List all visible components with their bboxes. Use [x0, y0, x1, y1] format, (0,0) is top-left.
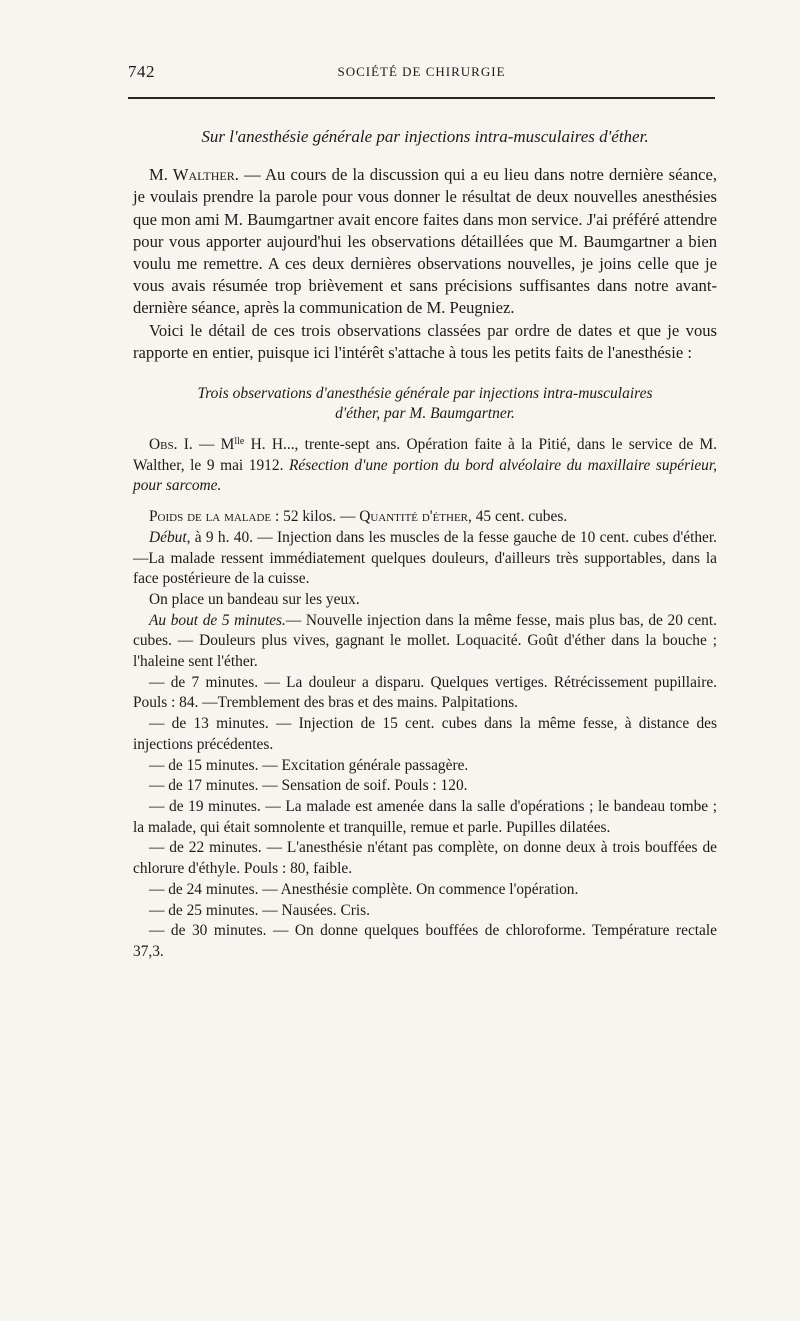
obs-mlle: — M — [192, 436, 235, 454]
minute-15: — de 15 minutes. — Excitation générale passagère. — [149, 756, 469, 774]
obs-text: H. H..., trente-sept ans. Opération faite à la Pitié, dans le service de M. Walther, le 9 mai 1912. — [133, 436, 717, 474]
paragraph-voici: Voici le détail de ces trois observations classées par ordre de dates et que je vous rapporte en entier, puisque ici l'intérêt s'attache à tous les petits faits de l'anesthésie : — [133, 320, 717, 362]
running-head: SOCIÉTÉ DE CHIRURGIE — [337, 64, 506, 79]
minute-24: — de 24 minutes. — Anesthésie complète. On commence l'opération. — [149, 880, 579, 898]
section-subtitle — [133, 384, 717, 424]
obs-label: Obs. I. — [149, 436, 193, 454]
minute-30: — de 30 minutes. — On donne quelques bouffées de chloroforme. Température rectale 37,3. — [133, 922, 717, 960]
bout-label: Au bout de 5 minutes. — [149, 611, 286, 629]
poids-value: : 52 kilos. — — [271, 508, 360, 526]
subtitle-line-1: Trois observations d'anesthésie générale par injections intra-musculaires — [197, 385, 653, 403]
minute-25: — de 25 minutes. — Nausées. Cris. — [149, 901, 370, 919]
minute-7: — de 7 minutes. — La douleur a disparu. Quelques vertiges. Rétrécissement pupillaire. Pouls : 84. —Tremblement des bras et des mains. Palpitations. — [133, 673, 717, 712]
speaker-name: M. Walther. — [149, 165, 239, 185]
quantite-label: Quantité d'éther — [359, 508, 469, 526]
bandeau-line: On place un bandeau sur les yeux. — [149, 590, 360, 608]
minute-17: — de 17 minutes. — Sensation de soif. Pouls : 120. — [149, 777, 468, 795]
page-header — [128, 58, 715, 88]
minute-19: — de 19 minutes. — La malade est amenée dans la salle d'opérations ; le bandeau tombe ; la malade, qui était somnolente et tranquille, remue et parle. Pupilles dilatées. — [133, 797, 717, 836]
paragraph-walther — [133, 164, 717, 319]
paragraph-walther-text: — Au cours de la discussion qui a eu lieu dans notre dernière séance, je voulais prendre la parole pour vous donner le résultat de deux nouvelles anesthésies que mon ami M. Baumgartner avait encore faites dans mon service. J'ai préféré attendre pour vous apporter aujourd'hui les observations détaillées que M. Baumgartner a bien voulu me remettre. A ces deux dernières observations nouvelles, je joins celle que je vous avais résumée trop brièvement et sans précisions suffisantes dans notre avant-dernière séance, après la communication de M. Peugniez. — [133, 165, 717, 318]
debut-label: Début — [149, 528, 187, 546]
article-body — [133, 126, 717, 963]
debut-text: , à 9 h. 40. — Injection dans les muscles de la fesse gauche de 10 cent. cubes d'éther. —La malade ressent immédiatement quelques douleurs, d'ailleurs très supportables, dans la face postérieure de la cuisse. — [133, 528, 717, 588]
observation-block — [133, 432, 717, 963]
obs-intro — [133, 432, 717, 497]
obs-italic: Résection d'une portion du bord alvéolaire du maxillaire supérieur, pour sarcome. — [133, 456, 718, 495]
minute-13: — de 13 minutes. — Injection de 15 cent. cubes dans la même fesse, à distance des injections précédentes. — [133, 715, 717, 753]
minute-22: — de 22 minutes. — L'anesthésie n'étant pas complète, on donne deux à trois bouffées de chlorure d'éthyle. Pouls : 80, faible. — [133, 839, 717, 878]
subtitle-line-2: d'éther, par M. Baumgartner. — [335, 405, 515, 423]
page-number: 742 — [128, 62, 155, 81]
poids-line — [133, 507, 717, 528]
debut-line — [133, 528, 717, 590]
quantite-value: , 45 cent. cubes. — [468, 508, 568, 526]
header-rule — [128, 97, 715, 99]
article-title: Sur l'anesthésie générale par injections intra-musculaires d'éther. — [201, 127, 649, 146]
spacer — [133, 497, 717, 507]
bout-text: — Nouvelle injection dans la même fesse, mais plus bas, de 20 cent. cubes. — Douleurs plus vives, gagnant le mollet. Loquacité. Goût d'éther dans la bouche ; l'haleine sent l'éther. — [133, 611, 718, 671]
bout-line — [133, 611, 717, 673]
obs-sup: lle — [234, 436, 245, 448]
poids-label: Poids de la malade — [149, 508, 272, 526]
